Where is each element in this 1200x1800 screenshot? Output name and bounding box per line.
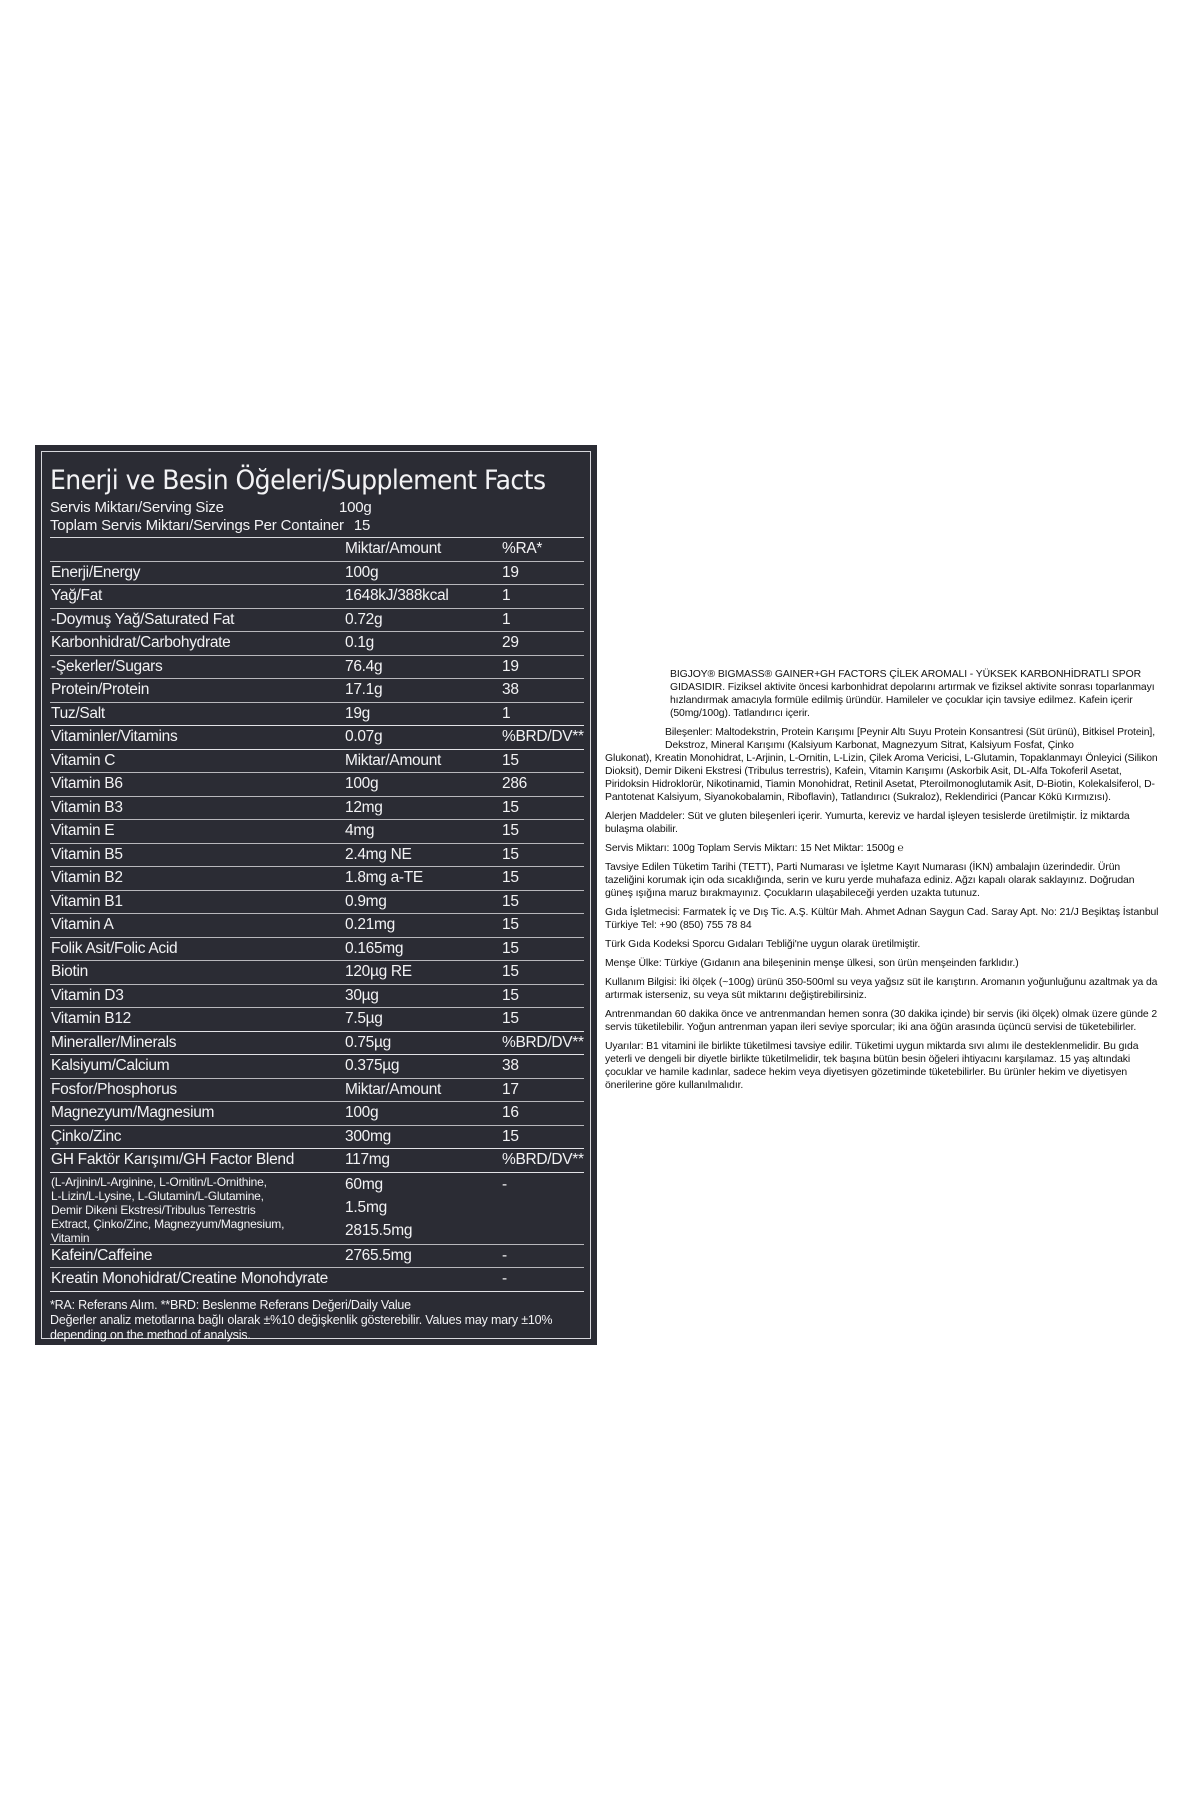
facts-row [50,585,584,609]
facts-row [50,1102,584,1126]
nutrient-name: Kalsiyum/Calcium [51,1057,170,1075]
nutrient-pct: %BRD/DV** [502,1151,584,1169]
nutrient-amount: 0.165mg [345,939,404,957]
nutrient-amount: 120µg RE [345,963,412,981]
warnings-info: Uyarılar: B1 vitamini ile birlikte tüketilmesi tavsiye edilir. Tüketimi uygun miktarda sıvı alımı ile desteklenmelidir. Bu gıda yeterli ve dengeli bir diyetle birlikte tüketilmelidir, tek başına bütün besin öğeleri ihtiyacını karşılamaz. 15 yaş altındaki çocuklar ve hamile kadınlar, sadece hekim veya diyetisyen gözetiminde tüketebilirler. Bu ürünler hekim ve diyetisyen önerilerine göre kullanılmalıdır. [605,1041,1139,1091]
blend-line: Vitamin [51,1230,90,1245]
nutrient-name: Vitamin B12 [51,1010,131,1028]
blend-amount: 60mg [345,1175,383,1193]
usage-info: Kullanım Bilgisi: İki ölçek (~100g) ürünü 350-500ml su veya yağsız süt ile karıştırın. Aromanın yoğunluğunu azaltmak ya da artırmak isterseniz, su veya süt miktarını değiştirebilirsiniz. [605,977,1158,1001]
nutrient-amount: 2.4mg NE [345,845,412,863]
facts-row [50,797,584,821]
nutrient-name: Protein/Protein [51,681,150,699]
nutrient-amount: 117mg [345,1151,390,1169]
facts-row [50,703,584,727]
nutrient-name: Vitamin C [51,751,116,769]
nutrient-name: Çinko/Zinc [51,1127,122,1145]
facts-row [50,1008,584,1032]
nutrient-pct: 15 [502,916,519,934]
creatine-name: Kreatin Monohidrat/Creatine Monohdyrate [51,1270,328,1288]
allergen-info: Alerjen Maddeler: Süt ve gluten bileşenleri içerir. Yumurta, kereviz ve hardal işleyen tesislerde üretilmiştir. İz miktarda bulaşma olabilir. [605,811,1130,835]
blend-amount: 1.5mg [345,1198,388,1216]
creatine-row [50,1268,584,1292]
facts-row [50,750,584,774]
ra-header: %RA* [502,540,543,558]
facts-row [50,891,584,915]
facts-row [50,1149,584,1173]
nutrient-name: Vitamin B6 [51,775,123,793]
nutrient-name: Karbonhidrat/Carbohydrate [51,634,231,652]
blend-line: Extract, Çinko/Zinc, Magnezyum/Magnesium, [51,1216,285,1231]
facts-footnote [50,1298,584,1343]
footnote-line: *RA: Referans Alım. **BRD: Beslenme Referans Değeri/Daily Value [50,1297,411,1312]
nutrient-pct: 15 [502,869,519,887]
nutrient-amount: 4mg [345,822,375,840]
nutrient-amount: 100g [345,1104,379,1122]
gh-blend-ingredients [50,1173,584,1245]
facts-row [50,562,584,586]
nutrient-amount: 0.75µg [345,1033,391,1051]
nutrient-pct: 15 [502,986,519,1004]
nutrient-amount: 1648kJ/388kcal [345,587,449,605]
nutrient-pct: 15 [502,963,519,981]
nutrient-name: Magnezyum/Magnesium [51,1104,215,1122]
nutrient-pct: 38 [502,1057,519,1075]
nutrient-amount: 17.1g [345,681,383,699]
facts-row [50,961,584,985]
facts-row [50,1032,584,1056]
facts-row [50,1055,584,1079]
nutrient-pct: 19 [502,657,519,675]
blend-dash: - [502,1175,507,1193]
nutrient-name: Vitamin B3 [51,798,123,816]
supplement-facts-border [41,451,591,1342]
operator-info: Gıda İşletmecisi: Farmatek İç ve Dış Tic. A.Ş. Kültür Mah. Ahmet Adnan Saygun Cad. Saray Apt. No: 21/J Beşiktaş İstanbul Türkiye Tel: +90 (850) 755 78 84 [605,907,1159,931]
nutrient-pct: 15 [502,939,519,957]
nutrient-name: Mineraller/Minerals [51,1033,177,1051]
nutrient-amount: 100g [345,775,379,793]
nutrient-pct: 15 [502,1127,519,1145]
ingredients-part-b: Glukonat), Kreatin Monohidrat, L-Arjinin, L-Ornitin, L-Lizin, Çilek Aroma Vericisi, L-Glutamin, Topaklanmayı Önleyici (Silikon Dioksit), Demir Dikeni Ekstresi (Tribulus terrestris), Kafein, Vitamin Karışımı (Askorbik Asit, DL-Alfa Tokoferil Asetat, Piridoksin Hidroklorür, Nikotinamid, Tiamin Monohidrat, Retinil Asetat, Pteroilmonoglutamik Asit, D-Biotin, Kolekalsiferol, D-Pantotenat Kalsiyum, Siyanokobalamin, Riboflavin), Tatlandırıcı (Sukraloz), Reklendirici (Pancar Kökü Kırmızısı). [605,753,1158,803]
nutrient-amount: Miktar/Amount [345,751,442,769]
facts-rows [50,562,584,1173]
product-description [605,668,1160,1098]
nutrient-name: Folik Asit/Folic Acid [51,939,178,957]
facts-row [50,1079,584,1103]
nutrient-name: Vitamin B5 [51,845,123,863]
serving-size-row [50,499,584,517]
blend-amount: 2815.5mg [345,1221,413,1239]
ingredients [605,726,1160,804]
nutrient-pct: 15 [502,1010,519,1028]
facts-row [50,1126,584,1150]
nutrient-name: Vitamin D3 [51,986,124,1004]
blend-amounts [345,1173,502,1244]
nutrient-amount: 0.72g [345,610,383,628]
nutrient-pct: 15 [502,798,519,816]
nutrient-name: Vitamin E [51,822,115,840]
nutrient-name: Tuz/Salt [51,704,105,722]
nutrient-amount: 19g [345,704,370,722]
facts-row [50,985,584,1009]
nutrient-pct: 19 [502,563,519,581]
nutrient-amount: 76.4g [345,657,383,675]
creatine-pct: - [502,1270,507,1288]
blend-description [50,1173,345,1244]
blend-line: L-Lizin/L-Lysine, L-Glutamin/L-Glutamine, [51,1188,264,1203]
nutrient-pct: 15 [502,751,519,769]
nutrient-name: Vitaminler/Vitamins [51,728,178,746]
nutrient-name: Vitamin B2 [51,869,123,887]
nutrient-name: Yağ/Fat [51,587,103,605]
nutrient-pct: 1 [502,610,511,628]
nutrient-pct: 16 [502,1104,519,1122]
caffeine-amount: 2765.5mg [345,1246,412,1264]
nutrient-amount: 100g [345,563,379,581]
nutrient-pct: 17 [502,1080,519,1098]
footnote-line: Değerler analiz metotlarına bağlı olarak ±%10 değişkenlik gösterebilir. Values may mary ±10% depending on the method of analysis. [50,1312,553,1342]
ingredients-part-a: Bileşenler: Maltodekstrin, Protein Karışımı [Peynir Altı Suyu Protein Konsantresi (Süt ürünü), Bitkisel Protein], Dekstroz, Mineral Karışımı (Kalsiyum Karbonat, Magnezyum Sitrat, Kalsiyum Fosfat, Çinko [665,727,1155,751]
amount-header: Miktar/Amount [345,540,442,558]
nutrient-amount: 0.21mg [345,916,395,934]
nutrient-name: Biotin [51,963,88,981]
facts-row [50,726,584,750]
facts-row [50,844,584,868]
origin-info: Menşe Ülke: Türkiye (Gıdanın ana bileşeninin menşe ülkesi, son ürün menşeinden farklıdır.) [605,958,1019,969]
nutrient-pct: 286 [502,775,527,793]
training-info: Antrenmandan 60 dakika önce ve antrenmandan hemen sonra (30 dakika içinde) bir servis (iki ölçek) olmak üzere günde 2 servis tüketilebilir. Yoğun antrenman yapan ileri seviye sporcular; iki ana öğün arasında üçüncü servisi de tüketebilirler. [605,1009,1158,1033]
serving-size-value: 100g [339,499,372,516]
facts-row [50,656,584,680]
nutrient-amount: 1.8mg a-TE [345,869,423,887]
servings-row [50,517,584,535]
servings-value: 15 [353,517,371,534]
nutrient-pct: 15 [502,822,519,840]
facts-title: Enerji ve Besin Öğeleri/Supplement Facts [50,465,546,496]
nutrient-amount: 7.5µg [345,1010,383,1028]
nutrient-amount: 0.1g [345,634,374,652]
product-title: BIGJOY® BIGMASS® GAINER+GH FACTORS ÇİLEK AROMALI - YÜKSEK KARBONHİDRATLI SPOR GIDASIDIR. Fiziksel aktivite öncesi karbonhidrat depolarını artırmak ve fiziksel aktivite sonrası toparlanmayı hızlandırmak amacıyla formüle edilmiş üründür. Hamileler ve çocuklar için tavsiye edilmez. Kafein içerir (50mg/100g). Tatlandırıcı içerir. [670,669,1155,719]
caffeine-name: Kafein/Caffeine [51,1246,153,1264]
nutrient-pct: 1 [502,587,511,605]
facts-row [50,679,584,703]
serving-info: Servis Miktarı: 100g Toplam Servis Miktarı: 15 Net Miktar: 1500g ℮ [605,843,904,854]
nutrient-name: -Doymuş Yağ/Saturated Fat [51,610,235,628]
serving-size-label: Servis Miktarı/Serving Size [50,499,224,516]
servings-label: Toplam Servis Miktarı/Servings Per Container [50,517,344,534]
nutrient-amount: 12mg [345,798,383,816]
nutrient-pct: 38 [502,681,519,699]
nutrient-amount: 300mg [345,1127,391,1145]
nutrient-name: -Şekerler/Sugars [51,657,163,675]
facts-row [50,773,584,797]
facts-row [50,867,584,891]
nutrient-amount: 0.375µg [345,1057,400,1075]
facts-row [50,914,584,938]
nutrient-name: Fosfor/Phosphorus [51,1080,177,1098]
nutrient-pct: %BRD/DV** [502,1033,584,1051]
nutrient-amount: Miktar/Amount [345,1080,442,1098]
facts-row [50,820,584,844]
nutrient-name: GH Faktör Karışımı/GH Factor Blend [51,1151,295,1169]
nutrient-pct: 29 [502,634,519,652]
facts-header-row [50,538,584,562]
blend-line: (L-Arjinin/L-Arginine, L-Ornitin/L-Ornithine, [51,1174,267,1189]
nutrient-pct: 15 [502,845,519,863]
tett-info: Tavsiye Edilen Tüketim Tarihi (TETT), Parti Numarası ve İşletme Kayıt Numarası (İKN) ambalajın üzerindedir. Ürün tazeliğini korumak için oda sıcaklığında, serin ve kuru yerde muhafaza ediniz. Ağzı kapalı olarak saklayınız. Doğrudan güneş ışığına maruz bırakmayınız. Çocukların ulaşabileceği yerden uzakta tutunuz. [605,862,1135,899]
nutrient-pct: 15 [502,892,519,910]
caffeine-row [50,1245,584,1269]
facts-row [50,609,584,633]
facts-row [50,938,584,962]
nutrient-name: Vitamin B1 [51,892,123,910]
nutrient-name: Enerji/Energy [51,563,141,581]
blend-line: Demir Dikeni Ekstresi/Tribulus Terrestris [51,1202,256,1217]
nutrient-amount: 0.9mg [345,892,387,910]
nutrient-amount: 0.07g [345,728,383,746]
nutrient-pct: %BRD/DV** [502,728,584,746]
supplement-facts-panel [35,445,597,1345]
nutrient-name: Vitamin A [51,916,114,934]
nutrient-amount: 30µg [345,986,379,1004]
codex-info: Türk Gıda Kodeksi Sporcu Gıdaları Tebliği'ne uygun olarak üretilmiştir. [605,939,921,950]
nutrient-pct: 1 [502,704,511,722]
caffeine-pct: - [502,1246,507,1264]
facts-row [50,632,584,656]
